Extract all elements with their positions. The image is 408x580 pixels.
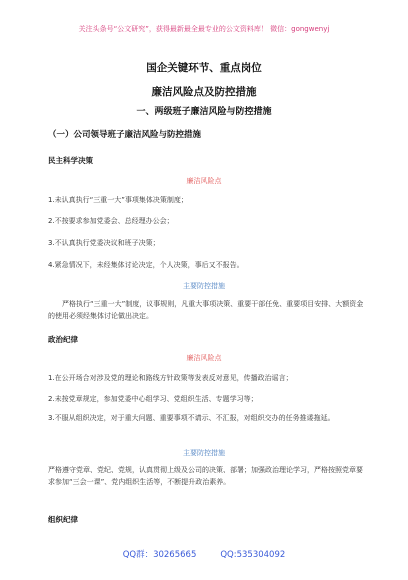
democratic-risk-label: 廉洁风险点 <box>186 177 222 185</box>
footer-qq-group: QQ群：30265665 <box>122 550 197 560</box>
democratic-risk-item-3: 3.不认真执行党委决议和班子决策； <box>48 239 160 247</box>
document-title-line1: 国企关键环节、重点岗位 <box>146 62 262 74</box>
political-risk-item-2: 2.未按党章规定，参加党委中心组学习、党组织生活、专题学习等； <box>48 395 258 403</box>
document-title-line2: 廉洁风险点及防控措施 <box>151 86 257 98</box>
political-risk-label: 廉洁风险点 <box>186 354 222 362</box>
democratic-decision-heading: 民主科学决策 <box>48 156 93 165</box>
democratic-measure-text: 严格执行“三重一大”制度，议事规则，凡重大事项决策、重要干部任免、重要项目安排、大额资金的使用必须经集体讨论做出决定。 <box>48 300 364 320</box>
footer-contact <box>0 548 408 560</box>
democratic-risk-item-1: 1.未认真执行“三重一大”事项集体决策制度； <box>48 196 188 204</box>
promo-banner: 关注头条号“公文研究”，获得最新最全最专业的公文资料库！ 微信：gongwenyj <box>78 25 330 33</box>
footer-qq: QQ:535304092 <box>220 550 286 560</box>
organization-discipline-heading: 组织纪律 <box>48 515 78 524</box>
democratic-risk-item-2: 2.不按要求参加党委会、总经理办公会； <box>48 217 174 225</box>
democratic-risk-item-4: 4.紧急情况下，未经集体讨论决定，个人决策，事后又不报告。 <box>48 261 244 269</box>
political-risk-item-3: 3.不服从组织决定，对于重大问题、重要事项不请示、不汇报，对组织交办的任务推诿拖延。 <box>48 414 335 422</box>
democratic-measure-label: 主要防控措施 <box>183 282 225 290</box>
political-discipline-heading: 政治纪律 <box>48 335 78 344</box>
subsection-heading: （一）公司领导班子廉洁风险与防控措施 <box>48 130 202 140</box>
political-measure-label: 主要防控措施 <box>183 449 225 457</box>
political-measure-text: 严格遵守党章、党纪、党规，认真贯彻上级及公司的决策、部署；加强政治理论学习，严格按照党章要求参加“三会一课”、党内组织生活等，不断提升政治素养。 <box>48 466 363 486</box>
section-heading-one: 一、两级班子廉洁风险与防控措施 <box>136 107 272 117</box>
political-risk-item-1: 1.在公开场合对涉及党的理论和路线方针政策等发表反对意见，传播政治谣言； <box>48 374 293 382</box>
